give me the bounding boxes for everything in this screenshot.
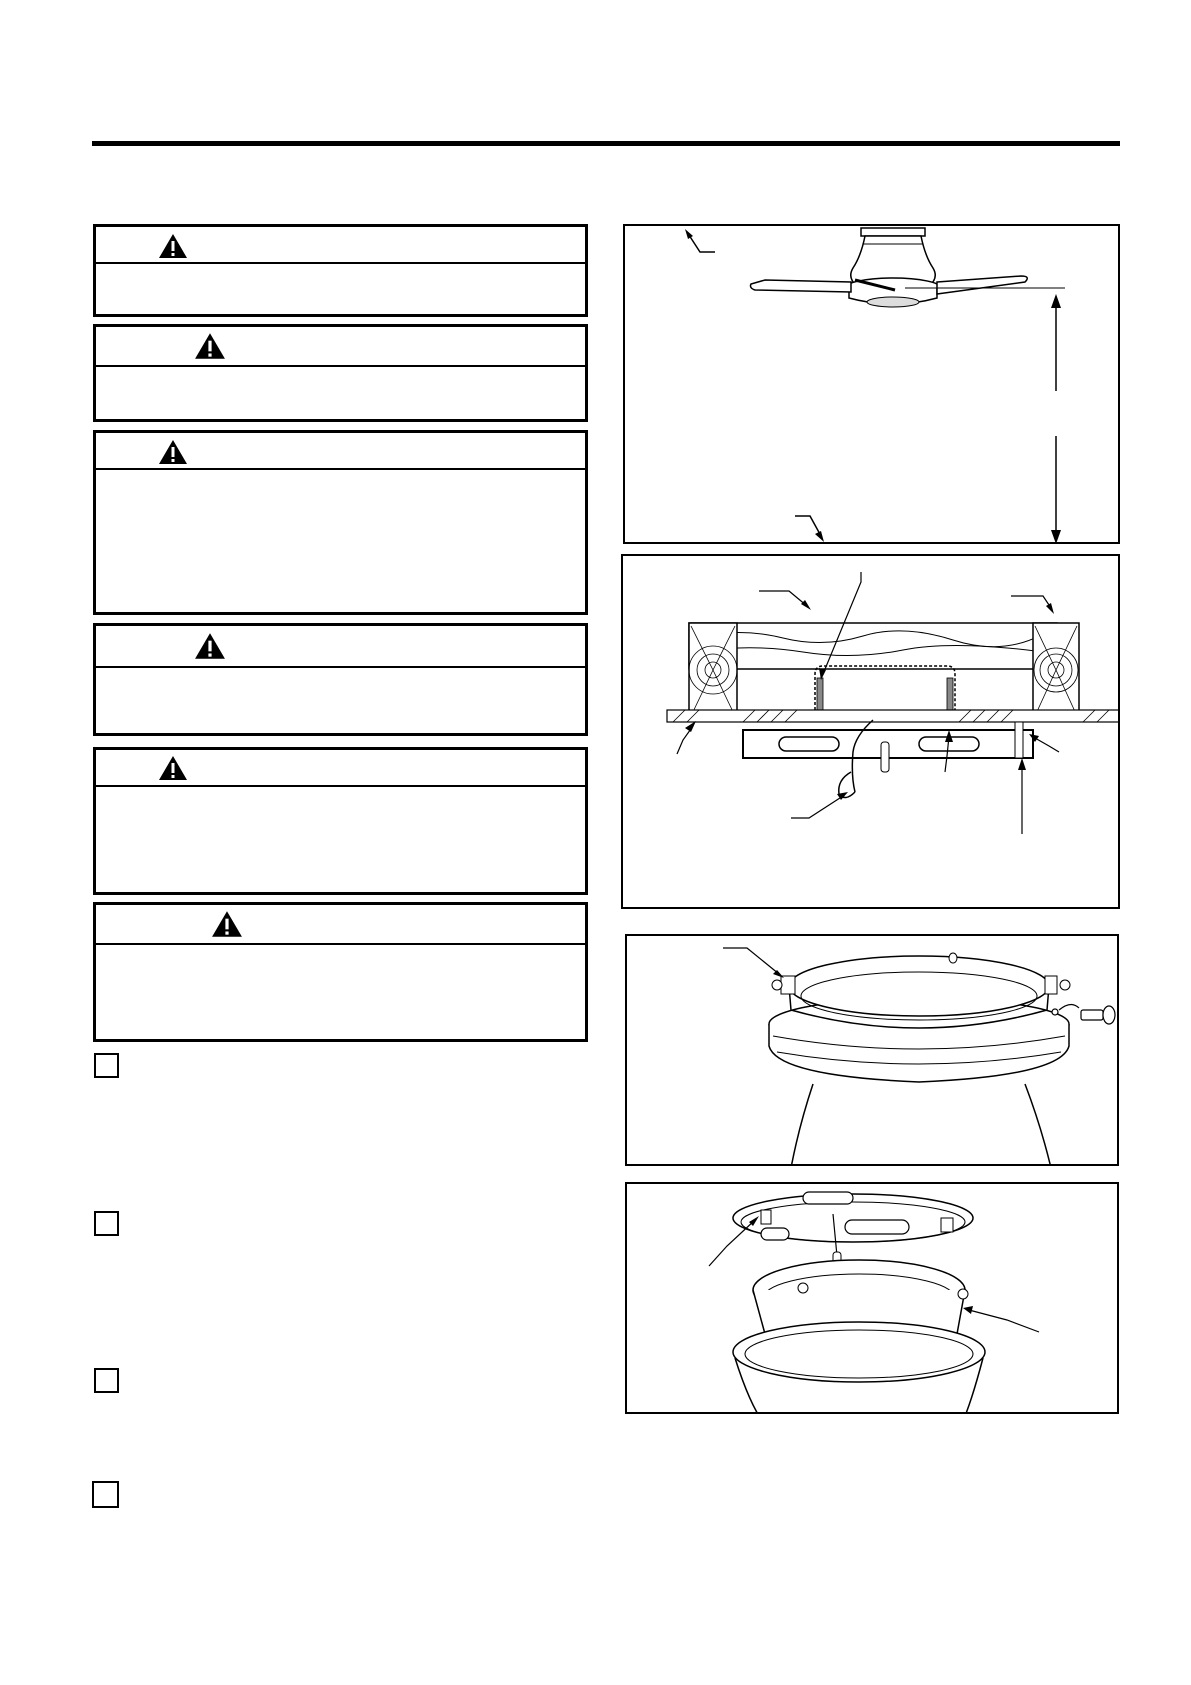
step-checkbox-2[interactable] [94,1211,119,1236]
warning-box-6 [93,902,588,1042]
warning-triangle-icon [211,910,243,938]
warning-box-1 [93,224,588,317]
warning-header [96,905,585,945]
warning-box-2 [93,324,588,422]
step-checkbox-3[interactable] [94,1368,119,1393]
warning-triangle-icon [158,233,188,259]
warning-box-5 [93,747,588,895]
warning-box-3 [93,430,588,615]
figure-canopy-ring [625,934,1119,1166]
warning-triangle-icon [158,755,188,781]
warning-header [96,750,585,787]
warning-triangle-icon [194,332,226,360]
warning-triangle-icon [194,632,226,660]
step-checkbox-1[interactable] [94,1053,119,1078]
figure-ceiling-bracket [621,554,1120,909]
warning-header [96,227,585,264]
step-checkbox-4[interactable] [92,1481,119,1508]
warning-header [96,433,585,470]
figure-fan-clearance [623,224,1120,544]
warning-triangle-icon [158,439,188,465]
figure-bracket-ring-assembly [625,1182,1119,1414]
header-rule [92,141,1120,146]
warning-header [96,327,585,367]
warning-header [96,626,585,668]
warning-box-4 [93,623,588,736]
